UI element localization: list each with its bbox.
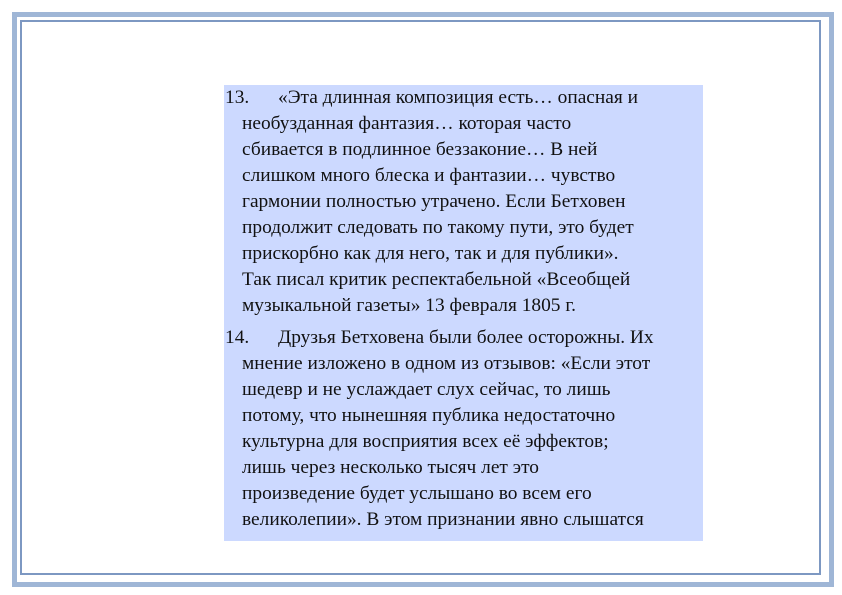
paragraph-line: великолепии». В этом признании явно слышатся	[242, 509, 644, 530]
paragraph-line: музыкальной газеты» 13 февраля 1805 г.	[242, 295, 576, 316]
paragraph-14	[224, 325, 703, 533]
paragraph-line: Так писал критик респектабельной «Всеобщей	[242, 269, 631, 290]
paragraph-line: лишь через несколько тысяч лет это	[242, 457, 539, 478]
paragraph-line: произведение будет услышано во всем его	[242, 483, 592, 504]
paragraph-number: 13.	[225, 87, 250, 108]
paragraph-number: 14.	[225, 327, 250, 348]
paragraph-13	[224, 85, 703, 319]
paragraph-line: слишком много блеска и фантазии… чувство	[242, 165, 616, 186]
paragraph-line: шедевр и не услаждает слух сейчас, то лишь	[242, 379, 611, 400]
paragraph-line: потому, что нынешняя публика недостаточно	[242, 405, 616, 426]
paragraph-line: необузданная фантазия… которая часто	[242, 113, 572, 134]
paragraph-line: прискорбно как для него, так и для публики».	[242, 243, 619, 264]
paragraph-line: гармонии полностью утрачено. Если Бетховен	[242, 191, 626, 212]
paragraph-line: Друзья Бетховена были более осторожны. Их	[278, 327, 654, 348]
text-box	[224, 85, 703, 541]
paragraph-line: мнение изложено в одном из отзывов: «Если этот	[242, 353, 651, 374]
paragraph-line: сбивается в подлинное беззаконие… В ней	[242, 139, 598, 160]
paragraph-line: культурна для восприятия всех её эффектов;	[242, 431, 609, 452]
paragraph-line: «Эта длинная композиция есть… опасная и	[278, 87, 639, 108]
paragraph-line: продолжит следовать по такому пути, это будет	[242, 217, 634, 238]
